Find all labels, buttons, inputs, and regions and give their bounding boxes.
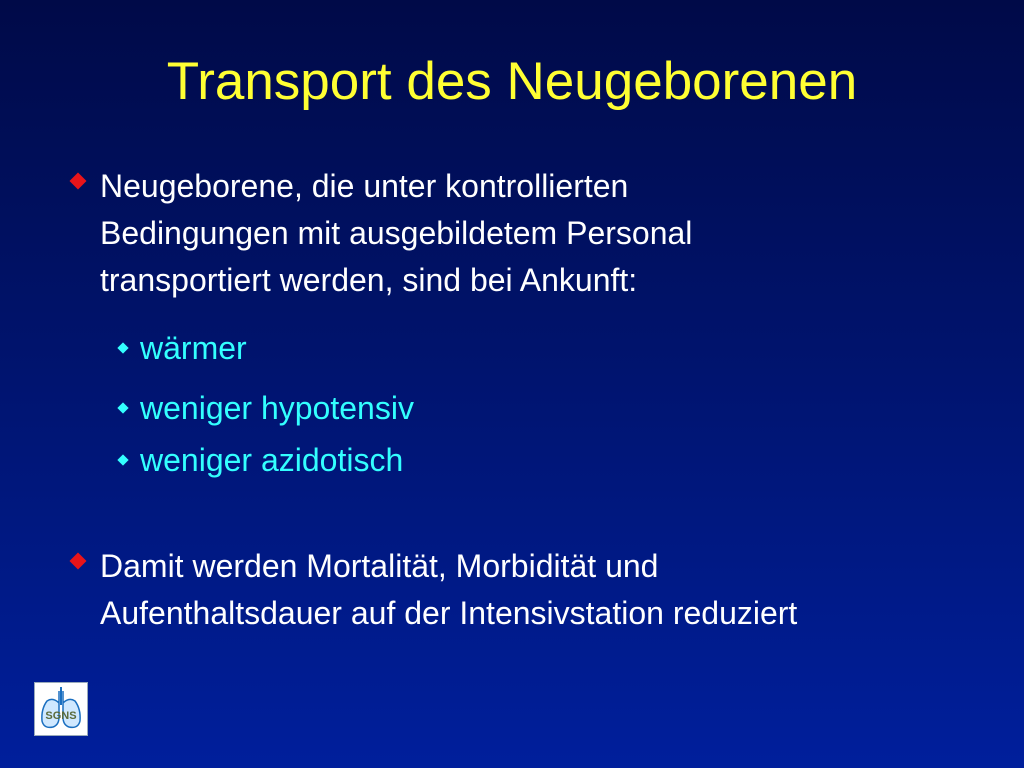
sub-bullet-item	[117, 322, 817, 374]
bullet-text: Neugeborene, die unter kontrollierten Bedingungen mit ausgebildetem Personal transportiert werden, sind bei Ankunft:	[100, 168, 693, 298]
sub-bullet-text: weniger hypotensiv	[140, 390, 414, 426]
sub-bullet-text: wärmer	[140, 330, 247, 366]
lungs-logo-icon	[34, 682, 88, 736]
cyan-diamond-bullet-icon	[117, 402, 128, 413]
bullet-item-2	[64, 543, 1004, 637]
sub-bullet-item	[117, 434, 817, 486]
bullet-row	[64, 163, 1004, 304]
sub-bullet-list	[117, 322, 817, 494]
sub-bullet-item	[117, 382, 817, 434]
bullet-text: Damit werden Mortalität, Morbidität und Aufenthaltsdauer auf der Intensivstation reduziert	[100, 548, 798, 631]
slide-title: Transport des Neugeborenen	[166, 52, 858, 111]
sub-bullet-text: weniger azidotisch	[140, 442, 404, 478]
cyan-diamond-bullet-icon	[117, 342, 128, 353]
cyan-diamond-bullet-icon	[117, 454, 128, 465]
red-diamond-bullet-icon	[70, 173, 87, 190]
bullet-item-1	[64, 163, 1004, 304]
logo-text: SGNS	[45, 710, 77, 722]
red-diamond-bullet-icon	[70, 553, 87, 570]
bullet-row	[64, 543, 1004, 637]
